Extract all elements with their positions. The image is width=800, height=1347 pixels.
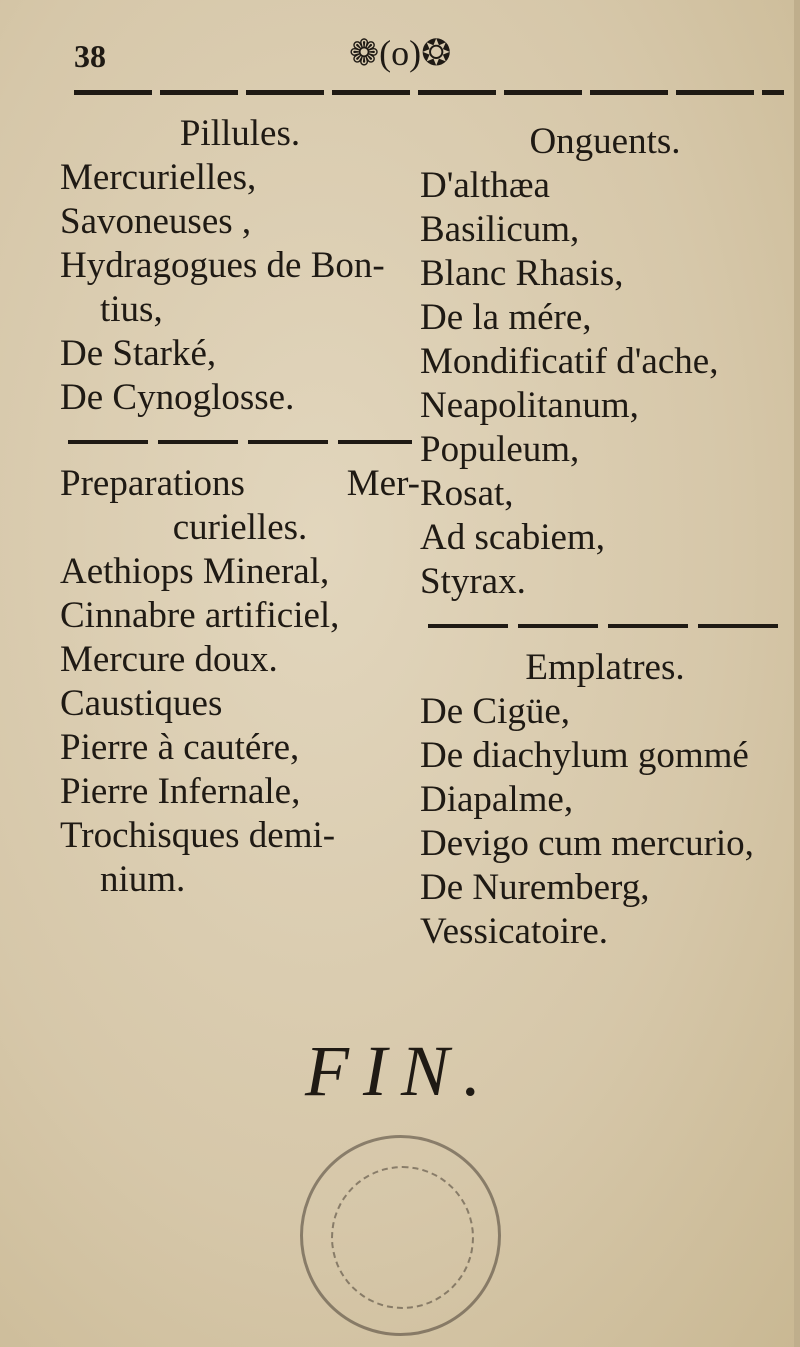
- pillules-heading: Pillules.: [179, 113, 301, 154]
- list-item: tius,: [100, 289, 163, 330]
- page-number: 38: [74, 38, 106, 74]
- list-item: Styrax.: [420, 561, 526, 602]
- list-item: Mercure doux.: [60, 639, 278, 680]
- list-item: Pierre à cautére,: [60, 727, 300, 768]
- list-item: De Cynoglosse.: [60, 377, 295, 418]
- list-item: D'althæa: [420, 165, 550, 206]
- list-item: Caustiques: [60, 683, 223, 724]
- preparations-heading-cont: curielles.: [172, 507, 308, 548]
- fin-text: FIN.: [305, 1031, 495, 1111]
- preparations-heading-part: Mer-: [346, 463, 420, 504]
- emplatres-heading: Emplatres.: [525, 647, 685, 688]
- page-header: [74, 28, 784, 98]
- right-column: [420, 120, 790, 954]
- folio-ornament: [349, 32, 451, 74]
- list-item: Rosat,: [420, 473, 514, 514]
- preparations-heading: [60, 462, 420, 506]
- list-item: Neapolitanum,: [420, 385, 639, 426]
- list-item: Populeum,: [420, 429, 580, 470]
- list-item: Basilicum,: [420, 209, 580, 250]
- library-stamp-icon: [300, 1135, 501, 1336]
- stamp-inner-ring: [331, 1166, 474, 1309]
- section-divider: [428, 624, 782, 628]
- list-item: Mercurielles,: [60, 157, 257, 198]
- list-item: De diachylum gommé: [420, 735, 749, 776]
- page-edge: [794, 0, 800, 1347]
- list-item: Blanc Rhasis,: [420, 253, 624, 294]
- folio-mark: (o): [379, 33, 422, 73]
- fleuron-icon: ❂: [421, 33, 452, 73]
- list-item: Hydragogues de Bon-: [60, 245, 385, 286]
- list-item: Cinnabre artificiel,: [60, 595, 340, 636]
- list-item: Vessicatoire.: [420, 911, 609, 952]
- list-item: Savoneuses ,: [60, 201, 252, 242]
- header-rule: [74, 90, 784, 95]
- list-item: De la mére,: [420, 297, 592, 338]
- list-item: De Starké,: [60, 333, 217, 374]
- list-item: De Cigüe,: [420, 691, 571, 732]
- list-item: Pierre Infernale,: [60, 771, 301, 812]
- list-item: Trochisques demi-: [60, 815, 336, 856]
- section-divider: [68, 440, 412, 444]
- list-item: Mondificatif d'ache,: [420, 341, 719, 382]
- list-item: De Nuremberg,: [420, 867, 650, 908]
- preparations-heading-part: Preparations: [60, 463, 245, 504]
- list-item: nium.: [100, 859, 186, 900]
- list-item: Diapalme,: [420, 779, 574, 820]
- list-item: Aethiops Mineral,: [60, 551, 330, 592]
- list-item: Devigo cum mercurio,: [420, 823, 754, 864]
- left-column: [60, 112, 420, 902]
- list-item: Ad scabiem,: [420, 517, 605, 558]
- onguents-heading: Onguents.: [529, 121, 681, 162]
- fleuron-icon: ❁: [349, 33, 380, 73]
